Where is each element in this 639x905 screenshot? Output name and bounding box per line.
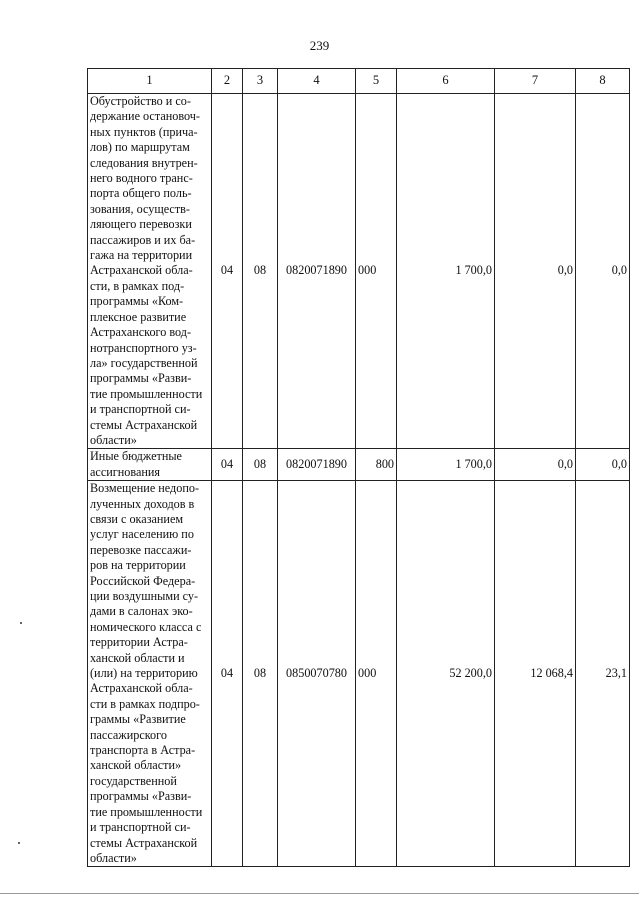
scan-edge-line (0, 893, 639, 894)
column-header: 5 (356, 69, 397, 94)
row-description: Иные бюджетные ассигнования (88, 449, 212, 481)
row-percent: 0,0 (576, 94, 630, 449)
page-number: 239 (309, 38, 330, 53)
row-percent: 23,1 (576, 481, 630, 867)
row-target-article: 0850070780 (278, 481, 356, 867)
scan-artifact-dot (18, 842, 20, 844)
row-subsection: 08 (243, 449, 278, 481)
row-actual: 0,0 (495, 449, 576, 481)
table-row (88, 449, 630, 481)
row-expense-type: 800 (356, 449, 397, 481)
column-header: 2 (212, 69, 243, 94)
column-header: 3 (243, 69, 278, 94)
row-description: Возмещение недопо- лученных доходов в связи с оказанием услуг населению по перевозке пассажи- ров на территории Российской Федера- ции воздушными су- дами в салонах эко- номического класса с территории Астра- ханской области и (или) на территорию Астраханской обла- сти в рамках подпро- граммы «Развитие пассажирского транспорта в Астра- ханской области» государственной программы «Разви- тие промышленности и транспортной си- стемы Астраханской области» (88, 481, 212, 867)
row-plan: 1 700,0 (397, 94, 495, 449)
column-header: 7 (495, 69, 576, 94)
column-header: 4 (278, 69, 356, 94)
column-header: 6 (397, 69, 495, 94)
row-actual: 0,0 (495, 94, 576, 449)
row-target-article: 0820071890 (278, 94, 356, 449)
row-expense-type: 000 (356, 94, 397, 449)
row-expense-type: 000 (356, 481, 397, 867)
row-percent: 0,0 (576, 449, 630, 481)
row-plan: 52 200,0 (397, 481, 495, 867)
row-section: 04 (212, 481, 243, 867)
row-target-article: 0820071890 (278, 449, 356, 481)
row-section: 04 (212, 94, 243, 449)
row-description: Обустройство и со- держание остановоч- ных пунктов (прича- лов) по маршрутам следования внутрен- него водного транс- порта общего поль- зования, осуществ- ляющего перевозки пассажиров и их ба- гажа на территории Астраханской обла- сти, в рамках под- программы «Ком- плексное развитие Астраханского вод- нотранспортного уз- ла» государственной программы «Разви- тие промышленности и транспортной си- стемы Астраханской области» (88, 94, 212, 449)
column-header: 8 (576, 69, 630, 94)
row-actual: 12 068,4 (495, 481, 576, 867)
row-subsection: 08 (243, 481, 278, 867)
row-subsection: 08 (243, 94, 278, 449)
column-header: 1 (88, 69, 212, 94)
scan-artifact-dot (20, 622, 22, 624)
row-plan: 1 700,0 (397, 449, 495, 481)
budget-table (87, 68, 630, 867)
table-row (88, 481, 630, 867)
row-section: 04 (212, 449, 243, 481)
table-header-row (88, 69, 630, 94)
table-row (88, 94, 630, 449)
